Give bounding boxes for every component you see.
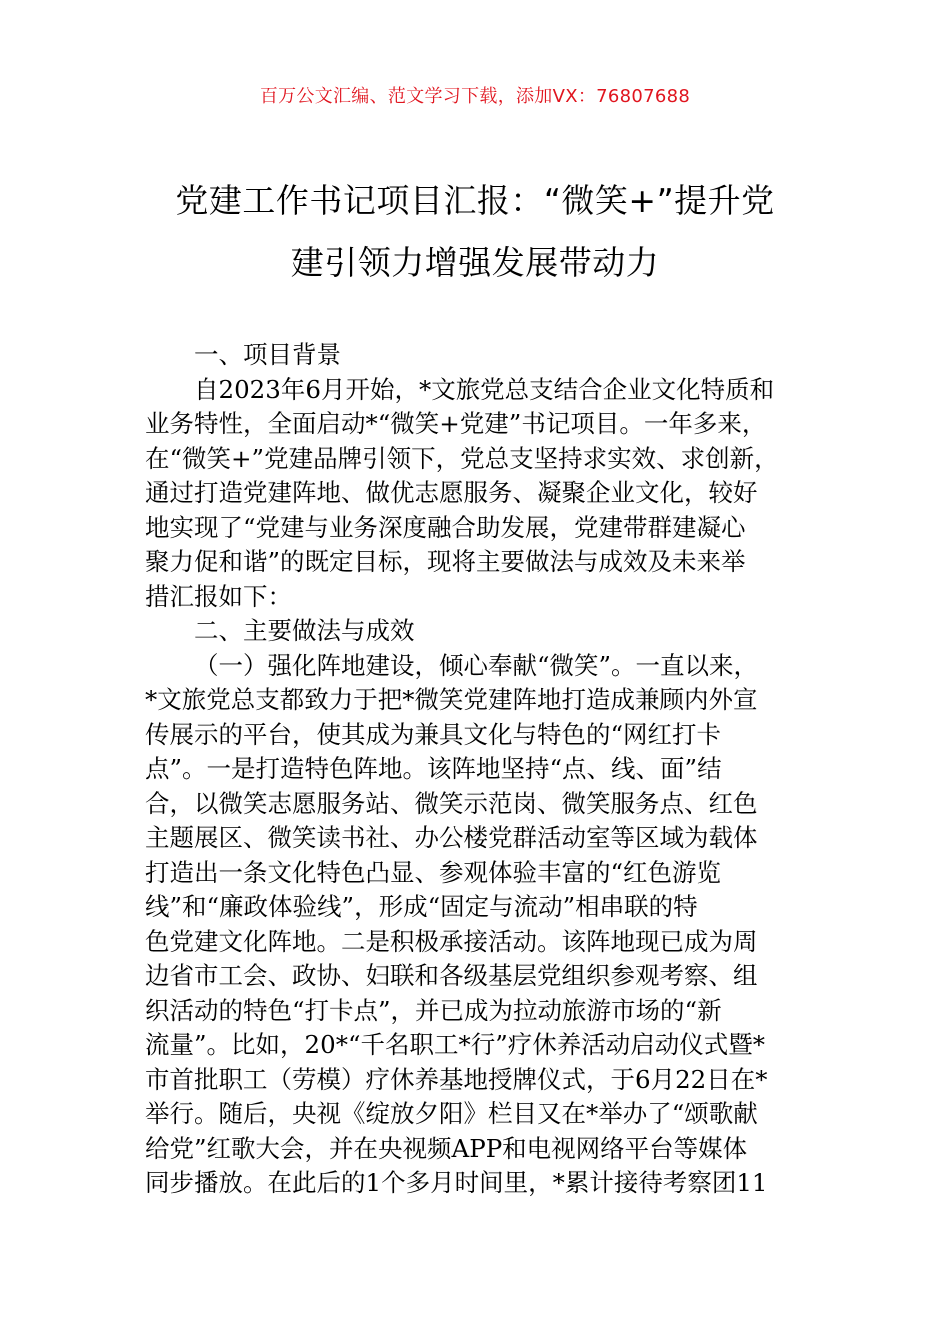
paragraph-line: 色党建文化阵地。二是积极承接活动。该阵地现已成为周: [145, 926, 758, 956]
paragraph-line: 同步播放。在此后的1个多月时间里，*累计接待考察团11: [145, 1168, 768, 1197]
paragraph-line: 措汇报如下：: [145, 581, 292, 611]
paragraph-line: 市首批职工（劳模）疗休养基地授牌仪式，于6月22日在*: [145, 1064, 768, 1094]
title-line: 建引领力增强发展带动力: [290, 243, 660, 282]
paragraph-line: 边省市工会、政协、妇联和各级基层党组织参观考察、组: [145, 961, 758, 990]
paragraph-line: 织活动的特色“打卡点”，并已成为拉动旅游市场的“新: [145, 995, 722, 1025]
section-heading: 一、项目背景: [194, 340, 341, 369]
paragraph-line: 在“微笑+”党建品牌引领下，党总支坚持求实效、求创新，: [145, 443, 779, 473]
document-body: [145, 338, 835, 1201]
paragraph-line: 通过打造党建阵地、做优志愿服务、凝聚企业文化，较好: [145, 478, 758, 507]
paragraph-line: 合，以微笑志愿服务站、微笑示范岗、微笑服务点、红色: [145, 788, 758, 818]
paragraph-line: 给党”红歌大会，并在央视频APP和电视网络平台等媒体: [145, 1133, 748, 1163]
paragraph-line: 地实现了“党建与业务深度融合助发展，党建带群建凝心: [145, 512, 746, 542]
paragraph-line: 传展示的平台，使其成为兼具文化与特色的“网红打卡: [145, 719, 722, 749]
watermark-banner: 百万公文汇编、范文学习下载，添加VX：76807688: [259, 86, 691, 107]
paragraph-line: 点”。一是打造特色阵地。该阵地坚持“点、线、面”结: [145, 754, 722, 783]
paragraph-line: （一）强化阵地建设，倾心奉献“微笑”。一直以来，: [194, 650, 759, 680]
paragraph-line: 打造出一条文化特色凸显、参观体验丰富的“红色游览: [145, 857, 722, 887]
paragraph-line: 业务特性，全面启动*“微笑+党建”书记项目。一年多来，: [145, 409, 767, 438]
section-heading: 二、主要做法与成效: [194, 616, 415, 645]
paragraph-line: 举行。随后，央视《绽放夕阳》栏目又在*举办了“颂歌献: [145, 1099, 758, 1128]
document-title: [100, 170, 850, 294]
paragraph-line: 线”和“廉政体验线”，形成“固定与流动”相串联的特: [145, 892, 698, 921]
paragraph-line: 聚力促和谐”的既定目标，现将主要做法与成效及未来举: [145, 547, 746, 576]
paragraph-line: *文旅党总支都致力于把*微笑党建阵地打造成兼顾内外宣: [145, 685, 758, 714]
paragraph-line: 流量”。比如，20*“千名职工*行”疗休养活动启动仪式暨*: [145, 1030, 765, 1059]
title-line: 党建工作书记项目汇报：“微笑+”提升党: [175, 181, 775, 220]
paragraph-line: 自2023年6月开始，*文旅党总支结合企业文化特质和: [194, 374, 775, 404]
paragraph-line: 主题展区、微笑读书社、办公楼党群活动室等区域为载体: [145, 823, 758, 852]
